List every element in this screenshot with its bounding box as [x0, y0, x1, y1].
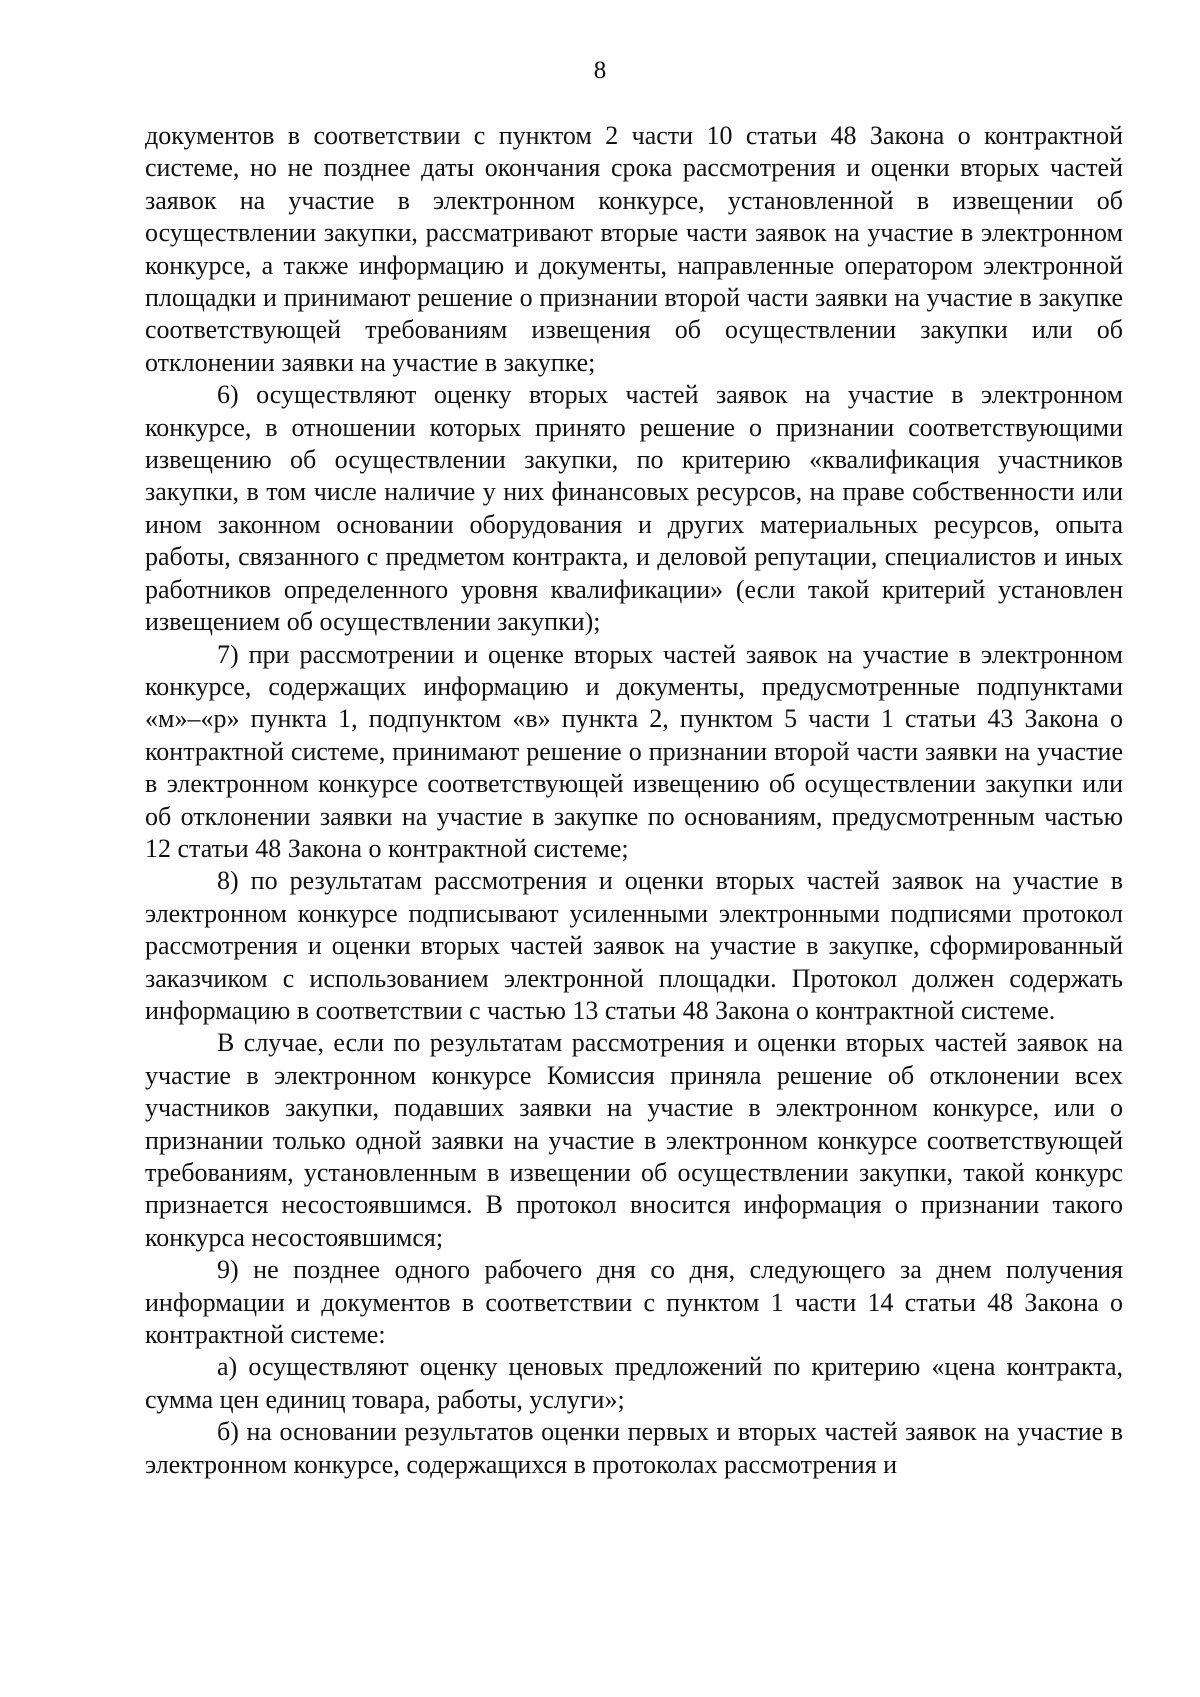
paragraph-item-9a: а) осуществляют оценку ценовых предложений по критерию «цена контракта, сумма цен единиц товара, работы, услуги»;: [145, 1352, 1123, 1414]
paragraph-item-9: 9) не позднее одного рабочего дня со дня, следующего за днем получения информации и документов в соответствии с пунктом 1 части 14 статьи 48 Закона о контрактной системе:: [145, 1255, 1123, 1350]
paragraph-item-7: 7) при рассмотрении и оценке вторых частей заявок на участие в электронном конкурсе, содержащих информацию и документы, предусмотренные подпунктами «м»–«р» пункта 1, подпунктом «в» пункта 2, пунктом 5 части 1 статьи 43 Закона о контрактной системе, принимают решение о признании второй части заявки на участие в электронном конкурсе соответствующей извещению об осуществлении закупки или об отклонении заявки на участие в закупке по основаниям, предусмотренным частью 12 статьи 48 Закона о контрактной системе;: [145, 639, 1123, 863]
document-body: [145, 120, 1123, 1481]
paragraph-failed-tender: В случае, если по результатам рассмотрения и оценки вторых частей заявок на участие в электронном конкурсе Комиссия приняла решение об отклонении всех участников закупки, подавших заявки на участие в электронном конкурсе, или о признании только одной заявки на участие в электронном конкурсе соответствующей требованиям, установленным в извещении об осуществлении закупки, такой конкурс признается несостоявшимся. В протокол вносится информация о признании такого конкурса несостоявшимся;: [145, 1028, 1123, 1252]
paragraph-item-8: 8) по результатам рассмотрения и оценки вторых частей заявок на участие в электронном конкурсе подписывают усиленными электронными подписями протокол рассмотрения и оценки вторых частей заявок на участие в закупке, сформированный заказчиком с использованием электронной площадки. Протокол должен содержать информацию в соответствии с частью 13 статьи 48 Закона о контрактной системе.: [145, 866, 1123, 1025]
paragraph-item-6: 6) осуществляют оценку вторых частей заявок на участие в электронном конкурсе, в отношении которых принято решение о признании соответствующими извещению об осуществлении закупки, по критерию «квалификация участников закупки, в том числе наличие у них финансовых ресурсов, на праве собственности или ином законном основании оборудования и других материальных ресурсов, опыта работы, связанного с предметом контракта, и деловой репутации, специалистов и иных работников определенного уровня квалификации» (если такой критерий установлен извещением об осуществлении закупки);: [145, 380, 1123, 637]
page-number: 8: [593, 57, 607, 84]
paragraph-continuation: документов в соответствии с пунктом 2 части 10 статьи 48 Закона о контрактной системе, но не позднее даты окончания срока рассмотрения и оценки вторых частей заявок на участие в электронном конкурсе, установленной в извещении об осуществлении закупки, рассматривают вторые части заявок на участие в электронном конкурсе, а также информацию и документы, направленные оператором электронной площадки и принимают решение о признании второй части заявки на участие в закупке соответствующей требованиям извещения об осуществлении закупки или об отклонении заявки на участие в закупке;: [145, 121, 1123, 377]
paragraph-item-9b: б) на основании результатов оценки первых и вторых частей заявок на участие в электронном конкурсе, содержащихся в протоколах рассмотрения и: [145, 1417, 1123, 1479]
